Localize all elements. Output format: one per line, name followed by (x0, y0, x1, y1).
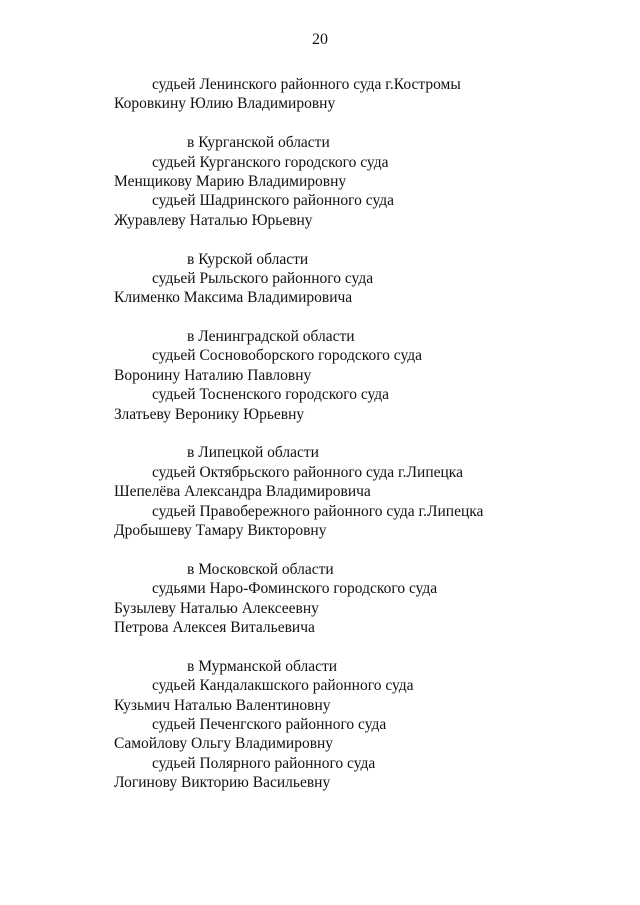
region-heading: в Ленинградской области (187, 328, 355, 346)
person-name: Петрова Алексея Витальевича (114, 618, 315, 636)
person-name: Менщикову Марию Владимировну (114, 172, 347, 190)
court-line: судьей Ленинского районного суда г.Костромы (152, 76, 461, 93)
region-heading: в Курганской области (187, 134, 330, 152)
region-heading: в Курской области (187, 250, 309, 268)
region-block (0, 443, 640, 540)
region-heading: в Липецкой области (187, 444, 319, 462)
court-line: судьей Печенгского районного суда (152, 715, 387, 733)
court-line: судьей Рыльского районного суда (152, 269, 374, 287)
court-line: судьями Наро-Фоминского городского суда (152, 580, 438, 598)
person-name: Шепелёва Александра Владимировича (114, 483, 371, 501)
court-line: судьей Кандалакшского районного суда (152, 677, 414, 695)
court-line: судьей Октябрьского районного суда г.Липецка (152, 463, 463, 481)
person-name: Златьеву Веронику Юрьевну (114, 405, 305, 423)
region-block (0, 133, 640, 230)
person-name: Коровкину Юлию Владимировну (114, 95, 336, 113)
court-line: судьей Сосновоборского городского суда (152, 347, 423, 365)
court-line: судьей Курганского городского суда (152, 153, 389, 171)
region-heading: в Московской области (187, 560, 334, 578)
person-name: Самойлову Ольгу Владимировну (114, 735, 334, 753)
page-number: 20 (312, 31, 328, 48)
person-name: Клименко Максима Владимировича (114, 289, 353, 307)
region-block (0, 560, 640, 638)
court-line: судьей Полярного районного суда (152, 754, 376, 772)
region-block (0, 250, 640, 308)
appointment-list (0, 75, 640, 792)
person-name: Воронину Наталию Павловну (114, 366, 312, 384)
region-heading: в Мурманской области (187, 657, 338, 675)
court-line: судьей Тосненского городского суда (152, 386, 390, 404)
person-name: Логинову Викторию Васильевну (114, 774, 331, 792)
person-name: Бузылеву Наталью Алексеевну (114, 599, 319, 617)
region-block (0, 327, 640, 424)
court-line: судьей Правобережного районного суда г.Липецка (152, 502, 484, 520)
person-name: Дробышеву Тамару Викторовну (114, 521, 327, 539)
region-block (0, 75, 640, 114)
court-line: судьей Шадринского районного суда (152, 192, 394, 210)
region-block (0, 657, 640, 793)
person-name: Кузьмич Наталью Валентиновну (114, 696, 331, 714)
person-name: Журавлеву Наталью Юрьевну (114, 211, 313, 229)
